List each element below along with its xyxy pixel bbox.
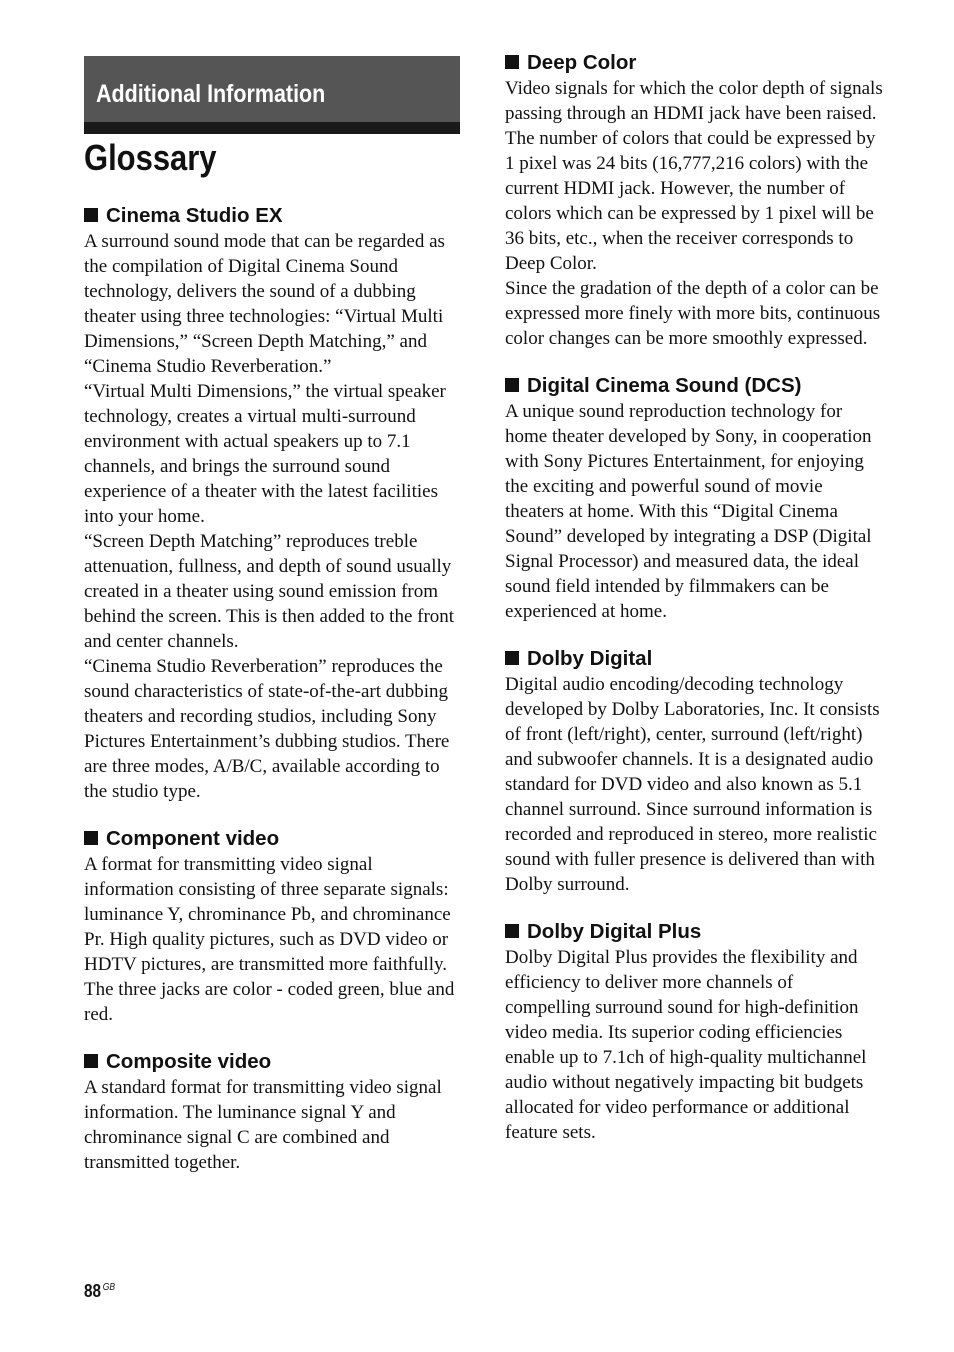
square-bullet-icon (505, 378, 519, 392)
square-bullet-icon (84, 1054, 98, 1068)
glossary-term-heading (84, 826, 462, 852)
glossary-entry (84, 203, 462, 804)
glossary-definition: A format for transmitting video signal information consisting of three separate signals: luminance Y, chrominance Pb, and chrominance Pr. High quality pictures, such as DVD video or HDTV pictures, are transmitted more faithfully. The three jacks are color - coded green, blue and red. (84, 854, 455, 1025)
glossary-entry (84, 1049, 462, 1175)
square-bullet-icon (505, 924, 519, 938)
square-bullet-icon (84, 831, 98, 845)
section-banner-rule (84, 122, 460, 134)
glossary-definition: The number of colors that could be expressed by 1 pixel was 24 bits (16,777,216 colors) with the current HDMI jack. However, the number of colors which can be expressed by 1 pixel will be 36 bits, etc., when the receiver corresponds to Deep Color. (505, 128, 876, 274)
glossary-term: Dolby Digital (527, 647, 653, 670)
glossary-term-heading (505, 50, 883, 76)
glossary-definition: A surround sound mode that can be regarded as the compilation of Digital Cinema Sound technology, delivers the sound of a dubbing theater using three technologies: “Virtual Multi Dimensions,” “Screen Depth Matching,” and “Cinema Studio Reverberation.” (84, 231, 445, 377)
glossary-term: Cinema Studio EX (106, 204, 283, 227)
glossary-definition: “Virtual Multi Dimensions,” the virtual speaker technology, creates a virtual multi-surround environment with actual speakers up to 7.1 channels, and brings the surround sound experience of a theater with the latest facilities into your home. (84, 381, 446, 527)
square-bullet-icon (84, 208, 98, 222)
section-banner (84, 56, 460, 134)
region-code: GB (102, 1282, 116, 1293)
section-title: Additional Information (96, 80, 326, 108)
glossary-entry (505, 50, 883, 351)
glossary-term: Component video (106, 827, 280, 850)
glossary-term: Dolby Digital Plus (527, 920, 702, 943)
glossary-entry (84, 826, 462, 1027)
glossary-definition: Video signals for which the color depth of signals passing through an HDMI jack have been raised. (505, 78, 883, 124)
glossary-definition: Digital audio encoding/decoding technology developed by Dolby Laboratories, Inc. It consists of front (left/right), center, surround (left/right) and subwoofer channels. It is a designated audio standard for DVD video and also known as 5.1 channel surround. Since surround information is recorded and reproduced in stereo, more realistic sound with fuller presence is delivered than with Dolby surround. (505, 674, 880, 895)
glossary-term-heading (505, 373, 883, 399)
glossary-definition: A unique sound reproduction technology for home theater developed by Sony, in cooperation with Sony Pictures Entertainment, for enjoying the exciting and powerful sound of movie theaters at home. With this “Digital Cinema Sound” developed by integrating a DSP (Digital Signal Processor) and measured data, the ideal sound field intended by filmmakers can be experienced at home. (505, 401, 872, 622)
page-number: 88 (84, 1281, 102, 1301)
glossary-definition: Since the gradation of the depth of a color can be expressed more finely with more bits, continuous color changes can be more smoothly expressed. (505, 278, 881, 349)
glossary-term: Deep Color (527, 51, 637, 74)
page-title: Glossary (84, 137, 217, 178)
right-column (505, 50, 883, 1167)
glossary-term-heading (505, 646, 883, 672)
glossary-term-heading (505, 919, 883, 945)
glossary-entry (505, 919, 883, 1145)
square-bullet-icon (505, 651, 519, 665)
glossary-term: Digital Cinema Sound (DCS) (527, 374, 802, 397)
left-column (84, 203, 462, 1197)
glossary-entry (505, 373, 883, 624)
glossary-term-heading (84, 1049, 462, 1075)
glossary-term-heading (84, 203, 462, 229)
glossary-definition: “Cinema Studio Reverberation” reproduces the sound characteristics of state-of-the-art dubbing theaters and recording studios, including Sony Pictures Entertainment’s dubbing studios. There are three modes, A/B/C, available according to the studio type. (84, 656, 450, 802)
glossary-definition: A standard format for transmitting video signal information. The luminance signal Y and chrominance signal C are combined and transmitted together. (84, 1077, 442, 1173)
glossary-definition: Dolby Digital Plus provides the flexibility and efficiency to deliver more channels of compelling surround sound for high-definition video media. Its superior coding efficiencies enable up to 7.1ch of high-quality multichannel audio without negatively impacting bit budgets allocated for video performance or additional feature sets. (505, 947, 867, 1143)
page-folio (84, 1281, 115, 1302)
square-bullet-icon (505, 55, 519, 69)
glossary-entry (505, 646, 883, 897)
glossary-definition: “Screen Depth Matching” reproduces treble attenuation, fullness, and depth of sound usually created in a theater using sound emission from behind the screen. This is then added to the front and center channels. (84, 531, 455, 652)
glossary-term: Composite video (106, 1050, 272, 1073)
